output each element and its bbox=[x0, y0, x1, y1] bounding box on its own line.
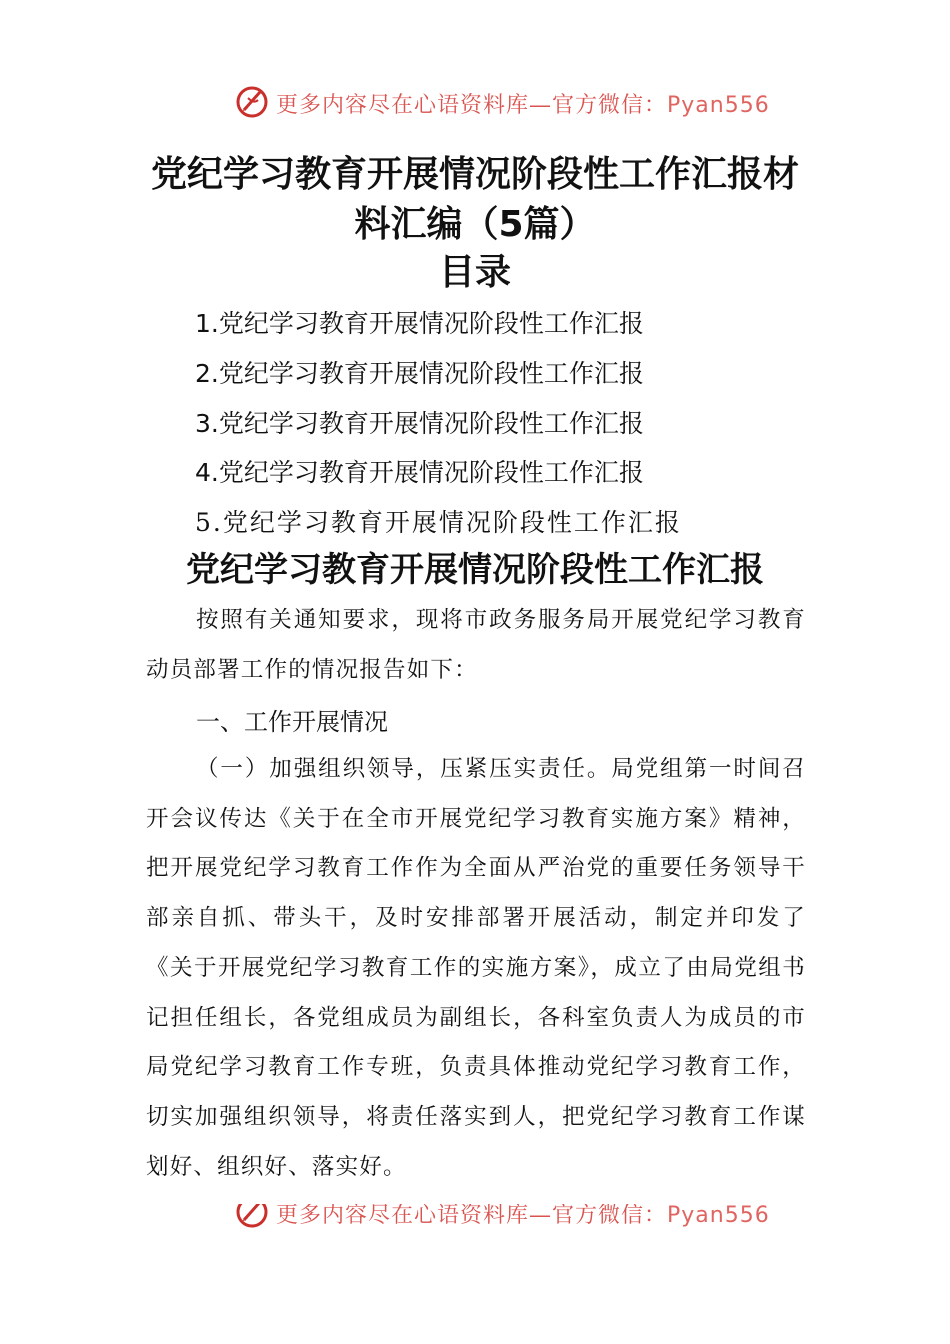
toc-heading: 目录 bbox=[438, 252, 511, 293]
toc-item-2: 2.党纪学习教育开展情况阶段性工作汇报 bbox=[195, 359, 644, 388]
toc-item-3: 3.党纪学习教育开展情况阶段性工作汇报 bbox=[195, 409, 644, 438]
watermark-footer bbox=[0, 1204, 950, 1238]
pen-logo-icon bbox=[234, 1204, 270, 1230]
heading-work-progress: 一、工作开展情况 bbox=[196, 708, 388, 736]
intro-paragraph: 按照有关通知要求，现将市政务服务局开展党纪学习教育动员部署工作的情况报告如下： bbox=[146, 607, 806, 683]
watermark-text: 更多内容尽在心语资料库—官方微信：Pyan556 bbox=[276, 93, 770, 118]
watermark-wechat-id: Pyan556 bbox=[667, 93, 770, 118]
document-title-line-1: 党纪学习教育开展情况阶段性工作汇报材 bbox=[150, 154, 799, 195]
toc-item-1: 1.党纪学习教育开展情况阶段性工作汇报 bbox=[195, 309, 644, 338]
watermark-header bbox=[0, 82, 950, 122]
toc-item-4: 4.党纪学习教育开展情况阶段性工作汇报 bbox=[195, 458, 644, 487]
document-title-line-2: 料汇编（5篇） bbox=[354, 204, 596, 245]
body-paragraph-1: （一）加强组织领导，压紧压实责任。局党组第一时间召开会议传达《关于在全市开展党纪学习教育实施方案》精神，把开展党纪学习教育工作作为全面从严治党的重要任务领导干部亲自抓、带头干，及时安排部署开展活动，制定并印发了《关于开展党纪学习教育工作的实施方案》，成立了由局党组书记担任组长，各党组成员为副组长，各科室负责人为成员的市局党纪学习教育工作专班，负责具体推动党纪学习教育工作，切实加强组织领导，将责任落实到人，把党纪学习教育工作谋划好、组织好、落实好。 bbox=[146, 756, 806, 1180]
watermark-text: 更多内容尽在心语资料库—官方微信：Pyan556 bbox=[276, 1204, 770, 1228]
section-title: 党纪学习教育开展情况阶段性工作汇报 bbox=[186, 550, 764, 590]
pen-logo-icon bbox=[234, 84, 270, 120]
watermark-wechat-id: Pyan556 bbox=[667, 1204, 770, 1228]
toc-item-5: 5.党纪学习教育开展情况阶段性工作汇报 bbox=[195, 508, 682, 537]
